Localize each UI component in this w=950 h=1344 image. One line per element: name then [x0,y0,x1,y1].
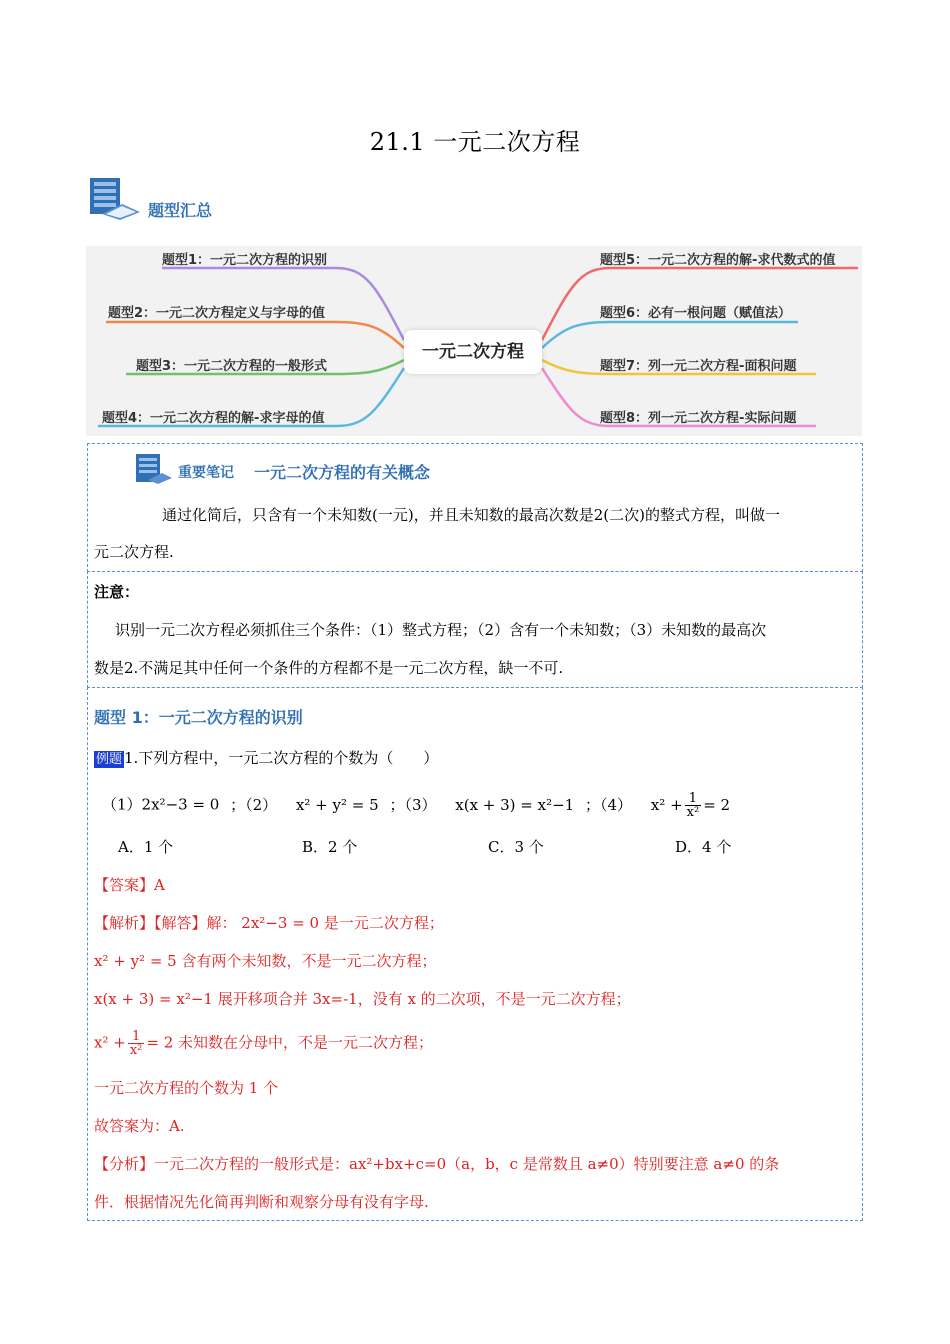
attention-line2: 数是2.不满足其中任何一个条件的方程都不是一元二次方程，缺一不可. [94,659,564,677]
example-tag: 例题 [96,752,123,767]
mindmap-item-5: 题型5：一元二次方程的解-求代数式的值 [600,253,836,268]
eq-label-2: ；（2） [230,795,278,814]
eq-label-1: （1） [102,795,142,814]
page-title: 21.1 一元二次方程 [369,128,581,156]
mindmap-item-7: 题型7：列一元二次方程-面积问题 [600,359,797,374]
analysis-line-3: x(x + 3) = x²−1 展开移项合并 3x=-1，没有 x 的二次项，不是一元二次方程； [94,990,631,1008]
eq-label-4: ；（4） [585,795,633,814]
mindmap-item-1: 题型1：一元二次方程的识别 [162,253,328,268]
note-badge: 重要笔记 [178,465,234,481]
type1-heading: 题型 1：一元二次方程的识别 [94,708,303,727]
equation-4: x² + $\frac{1}{\text{x²}}$ = 2 [650,791,731,820]
note-definition-line2: 元二次方程. [94,543,174,561]
equation-3: x(x + 3) = x²−1 [455,795,575,814]
summary-label: 题型汇总 [148,201,213,220]
note-heading: 一元二次方程的有关概念 [254,463,431,482]
attention-line1: 识别一元二次方程必须抓住三个条件：（1）整式方程；（2）含有一个未知数；（3）未知数的最高次 [115,621,767,639]
question-text: 1.下列方程中，一元二次方程的个数为（ ） [124,749,439,767]
answer: 【答案】A [94,876,165,894]
mindmap-center: 一元二次方程 [404,330,542,374]
equation-1: 2x²−3 = 0 [141,795,220,814]
equation-2: x² + y² = 5 [295,795,379,814]
mindmap-item-8: 题型8：列一元二次方程-实际问题 [600,411,797,426]
option-d: D．4 个 [675,838,732,856]
example-question [94,748,438,770]
analysis-summary-line1: 【分析】一元二次方程的一般形式是：ax²+bx+c=0（a，b，c 是常数且 a≠0）特别要注意 a≠0 的条 [94,1155,780,1173]
mindmap-item-6: 题型6：必有一根问题（赋值法） [600,306,792,321]
mindmap [86,246,862,436]
analysis-summary-line2: 件．根据情况先化简再判断和观察分母有没有字母. [94,1193,429,1211]
analysis-line-2: x² + y² = 5 含有两个未知数，不是一元二次方程； [94,952,437,970]
option-c: C．3 个 [488,838,544,856]
eq-label-3: ；（3） [389,795,437,814]
analysis-line-4: x² + $\frac{1}{\text{x²}}$ = 2 未知数在分母中，不是一元二次方程； [94,1029,434,1058]
final-answer: 故答案为：A. [94,1117,185,1135]
mindmap-item-4: 题型4：一元二次方程的解-求字母的值 [102,411,325,426]
note-definition-line1: 通过化简后，只含有一个未知数(一元)，并且未知数的最高次数是2(二次)的整式方程，叫做一 [162,506,780,524]
equation-list [102,792,730,819]
count-line: 一元二次方程的个数为 1 个 [94,1079,279,1097]
notebook-icon [134,452,174,484]
option-a: A．1 个 [118,838,174,856]
analysis-line-1: 【解析】【解答】解： 2x²−3 = 0 是一元二次方程； [94,914,444,932]
mindmap-item-2: 题型2：一元二次方程定义与字母的值 [108,306,326,321]
books-icon [88,176,142,220]
mindmap-item-3: 题型3：一元二次方程的一般形式 [136,359,328,374]
option-b: B．2 个 [302,838,358,856]
attention-label: 注意： [94,583,140,601]
